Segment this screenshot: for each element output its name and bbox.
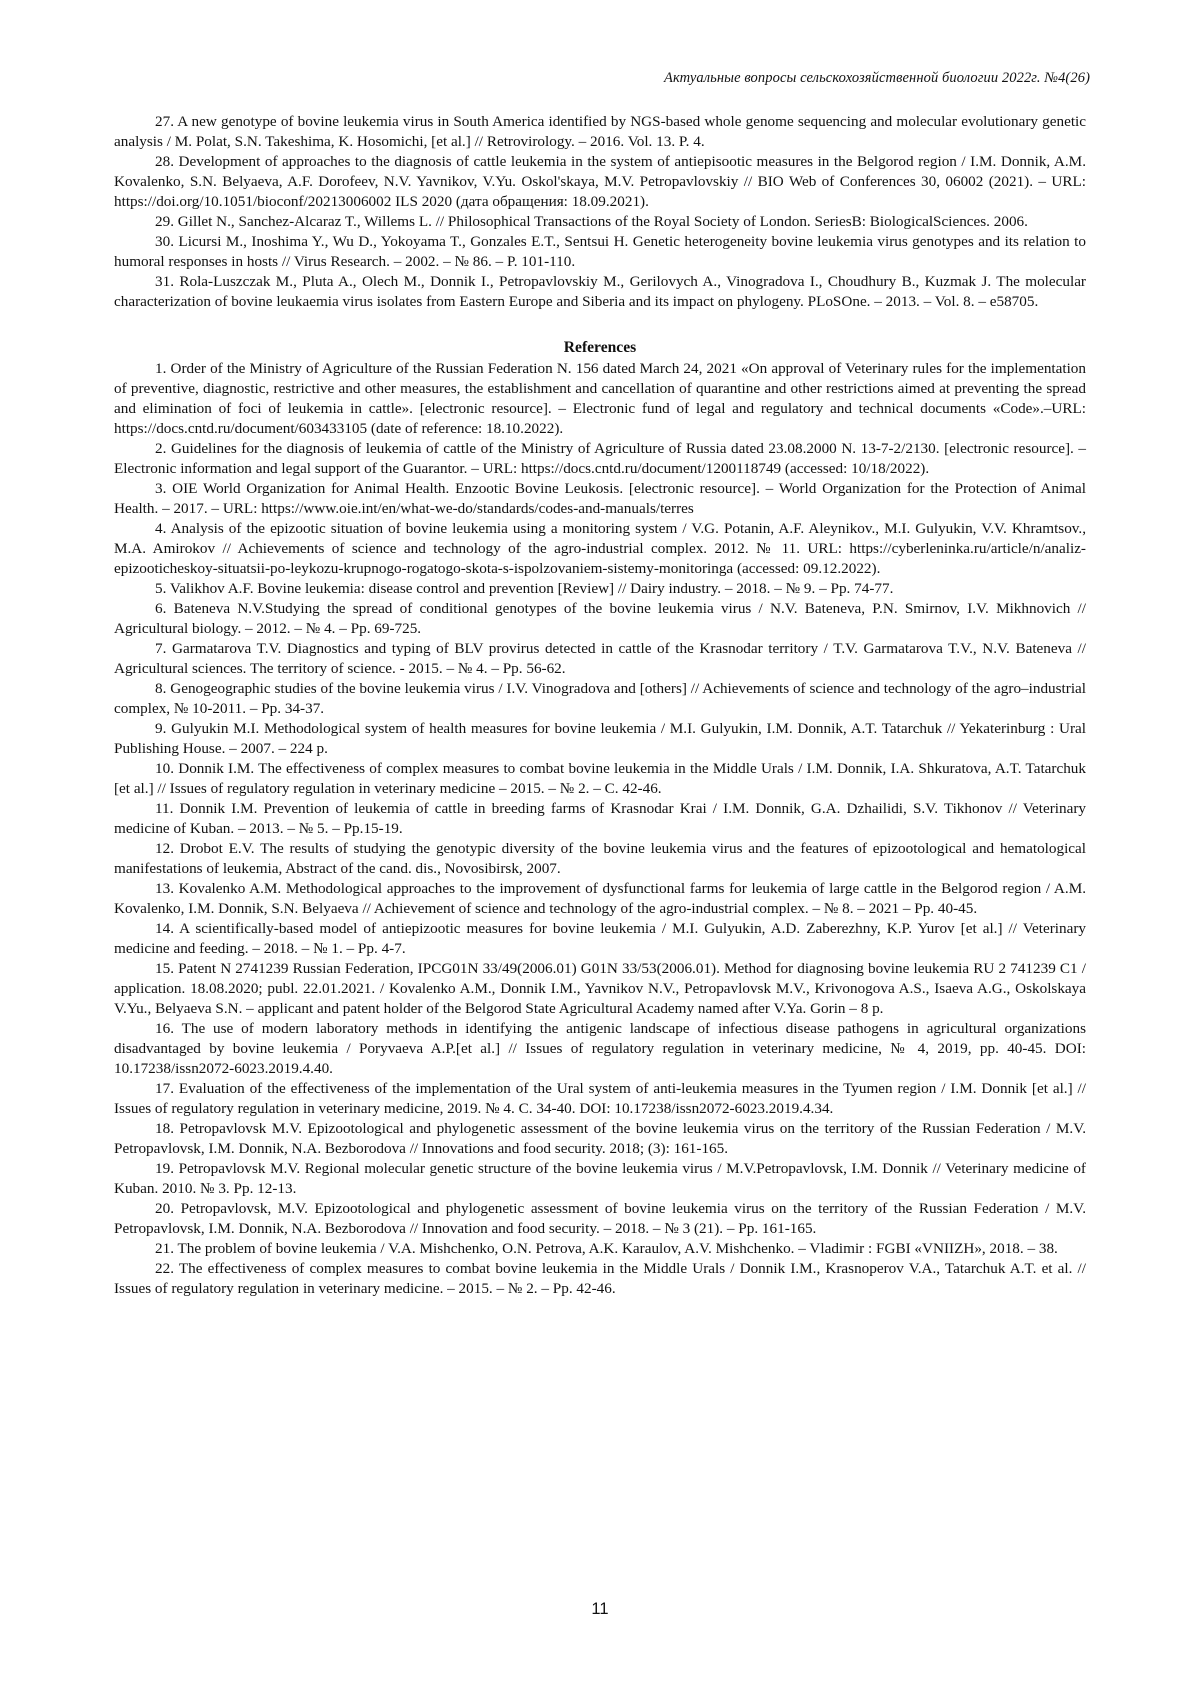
reference-entry: 8. Genogeographic studies of the bovine leukemia virus / I.V. Vinogradova and [others] // Achievements of science and technology of the agro–industrial complex, № 10-2011. – Pp. 34-37. [114, 680, 1086, 717]
reference-entry: 10. Donnik I.M. The effectiveness of complex measures to combat bovine leukemia in the Middle Urals / I.M. Donnik, I.A. Shkuratova, A.T. Tatarchuk [et al.] // Issues of regulatory regulation in veterinary medicine – 2015. – № 2. – C. 42-46. [114, 760, 1086, 797]
reference-entry: 17. Evaluation of the effectiveness of the implementation of the Ural system of anti-leukemia measures in the Tyumen region / I.M. Donnik [et al.] // Issues of regulatory regulation in veterinary medicine, 2019. № 4. C. 34-40. DOI: 10.17238/issn2072-6023.2019.4.34. [114, 1080, 1086, 1117]
reference-entry: 16. The use of modern laboratory methods in identifying the antigenic landscape of infectious disease pathogens in agricultural organizations disadvantaged by bovine leukemia / Poryvaeva A.P.[et al.] // Issues of regulatory regulation in veterinary medicine, № 4, 2019, pp. 40-45. DOI: 10.17238/issn2072-6023.2019.4.40. [114, 1020, 1086, 1077]
reference-entry: 29. Gillet N., Sanchez-Alcaraz T., Willems L. // Philosophical Transactions of the Royal Society of London. SeriesB: BiologicalSciences. 2006. [155, 213, 1028, 230]
journal-running-title: Актуальные вопросы сельскохозяйственной биологии 2022г. №4(26) [664, 70, 1090, 86]
reference-entry: 4. Analysis of the epizootic situation of bovine leukemia using a monitoring system / V.G. Potanin, A.F. Aleynikov., M.I. Gulyukin, V.V. Khramtsov., M.A. Amirokov // Achievements of science and technology of the agro-industrial complex. 2012. № 11. URL: https://cyberleninka.ru/article/n/analiz-epizooticheskoy-situatsii-po-leykozu-krupnogo-rogatogo-skota-s-ispolzovaniem-sistemy-monitoringa (accessed: 09.12.2022). [114, 520, 1086, 577]
reference-entry: 6. Bateneva N.V.Studying the spread of conditional genotypes of the bovine leukemia virus / N.V. Bateneva, P.N. Smirnov, I.V. Mikhnovich // Agricultural biology. – 2012. – № 4. – Pp. 69-725. [114, 600, 1086, 637]
page-body [114, 112, 1086, 1299]
reference-entry: 18. Petropavlovsk M.V. Epizootological and phylogenetic assessment of the bovine leukemia virus on the territory of the Russian Federation / M.V. Petropavlovsk, I.M. Donnik, N.A. Bezborodova // Innovations and food security. 2018; (3): 161-165. [114, 1120, 1086, 1157]
reference-entry: 15. Patent N 2741239 Russian Federation, IPCG01N 33/49(2006.01) G01N 33/53(2006.01). Method for diagnosing bovine leukemia RU 2 741239 C1 / application. 18.08.2020; publ. 22.01.2021. / Kovalenko A.M., Donnik I.M., Yavnikov N.V., Petropavlovsk M.V., Krivonogova A.S., Isaeva A.G., Oskolskaya V.Yu., Belyaeva S.N. – applicant and patent holder of the Belgorod State Agricultural Academy named after V.Ya. Gorin – 8 p. [114, 960, 1086, 1017]
reference-entry: 19. Petropavlovsk M.V. Regional molecular genetic structure of the bovine leukemia virus / M.V.Petropavlovsk, I.M. Donnik // Veterinary medicine of Kuban. 2010. № 3. Pp. 12-13. [114, 1160, 1086, 1197]
references-heading: References [563, 339, 637, 356]
reference-entry: 12. Drobot E.V. The results of studying the genotypic diversity of the bovine leukemia virus and the features of epizootological and hematological manifestations of leukemia, Abstract of the cand. dis., Novosibirsk, 2007. [114, 840, 1086, 877]
reference-entry: 13. Kovalenko A.M. Methodological approaches to the improvement of dysfunctional farms for leukemia of large cattle in the Belgorod region / A.M. Kovalenko, I.M. Donnik, S.N. Belyaeva // Achievement of science and technology of the agro-industrial complex. – № 8. – 2021 – Pp. 40-45. [114, 880, 1086, 917]
reference-entry: 28. Development of approaches to the diagnosis of cattle leukemia in the system of antiepisootic measures in the Belgorod region / I.M. Donnik, A.M. Kovalenko, S.N. Belyaeva, A.F. Dorofeev, N.V. Yavnikov, V.Yu. Oskol'skaya, M.V. Petropavlovskiy // BIO Web of Conferences 30, 06002 (2021). – URL: https://doi.org/10.1051/bioconf/20213006002 ILS 2020 (дата обращения: 18.09.2021). [114, 153, 1086, 210]
reference-entry: 20. Petropavlovsk, M.V. Epizootological and phylogenetic assessment of bovine leukemia virus on the territory of the Russian Federation / M.V. Petropavlovsk, I.M. Donnik, N.A. Bezborodova // Innovation and food security. – 2018. – № 3 (21). – Pp. 161-165. [114, 1200, 1086, 1237]
reference-entry: 7. Garmatarova T.V. Diagnostics and typing of BLV provirus detected in cattle of the Krasnodar territory / T.V. Garmatarova T.V., N.V. Bateneva // Agricultural sciences. The territory of science. - 2015. – № 4. – Pp. 56-62. [114, 640, 1086, 677]
page-number: 11 [591, 1600, 609, 1618]
reference-entry: 5. Valikhov A.F. Bovine leukemia: disease control and prevention [Review] // Dairy industry. – 2018. – № 9. – Pp. 74-77. [155, 580, 894, 597]
reference-entry: 22. The effectiveness of complex measures to combat bovine leukemia in the Middle Urals / Donnik I.M., Krasnoperov V.A., Tatarchuk A.T. et al. // Issues of regulatory regulation in veterinary medicine. – 2015. – № 2. – Pp. 42-46. [114, 1260, 1086, 1297]
reference-entry: 11. Donnik I.M. Prevention of leukemia of cattle in breeding farms of Krasnodar Krai / I.M. Donnik, G.A. Dzhailidi, S.V. Tikhonov // Veterinary medicine of Kuban. – 2013. – № 5. – Pp.15-19. [114, 800, 1086, 837]
reference-entry: 3. OIE World Organization for Animal Health. Enzootic Bovine Leukosis. [electronic resource]. – World Organization for the Protection of Animal Health. – 2017. – URL: https://www.oie.int/en/what-we-do/standards/codes-and-manuals/terres [114, 480, 1086, 517]
reference-entry: 9. Gulyukin M.I. Methodological system of health measures for bovine leukemia / M.I. Gulyukin, I.M. Donnik, A.T. Tatarchuk // Yekaterinburg : Ural Publishing House. – 2007. – 224 p. [114, 720, 1086, 757]
reference-entry: 2. Guidelines for the diagnosis of leukemia of cattle of the Ministry of Agriculture of Russia dated 23.08.2000 N. 13-7-2/2130. [electronic resource]. – Electronic information and legal support of the Guarantor. – URL: https://docs.cntd.ru/document/1200118749 (accessed: 10/18/2022). [114, 440, 1086, 477]
reference-entry: 21. The problem of bovine leukemia / V.A. Mishchenko, O.N. Petrova, A.K. Karaulov, A.V. Mishchenko. – Vladimir : FGBI «VNIIZH», 2018. – 38. [155, 1240, 1058, 1257]
reference-list-continuation [114, 112, 1086, 312]
reference-entry: 1. Order of the Ministry of Agriculture of the Russian Federation N. 156 dated March 24, 2021 «On approval of Veterinary rules for the implementation of preventive, diagnostic, restrictive and other measures, the establishment and cancellation of quarantine and other restrictions aimed at preventing the spread and elimination of foci of leukemia in cattle». [electronic resource]. – Electronic fund of legal and regulatory and technical documents «Code».–URL: https://docs.cntd.ru/document/603433105 (date of reference: 18.10.2022). [114, 360, 1086, 437]
reference-entry: 31. Rola-Luszczak M., Pluta A., Olech M., Donnik I., Petropavlovskiy M., Gerilovych A., Vinogradova I., Choudhury B., Kuzmak J. The molecular characterization of bovine leukaemia virus isolates from Eastern Europe and Siberia and its impact on phylogeny. PLoSOne. – 2013. – Vol. 8. – e58705. [114, 273, 1086, 310]
references-list [114, 359, 1086, 1299]
reference-entry: 30. Licursi M., Inoshima Y., Wu D., Yokoyama T., Gonzales E.T., Sentsui H. Genetic heterogeneity bovine leukemia virus genotypes and its relation to humoral responses in hosts // Virus Research. – 2002. – № 86. – P. 101-110. [114, 233, 1086, 270]
reference-entry: 27. A new genotype of bovine leukemia virus in South America identified by NGS-based whole genome sequencing and molecular evolutionary genetic analysis / M. Polat, S.N. Takeshima, K. Hosomichi, [et al.] // Retrovirology. – 2016. Vol. 13. P. 4. [114, 113, 1086, 150]
reference-entry: 14. A scientifically-based model of antiepizootic measures for bovine leukemia / M.I. Gulyukin, A.D. Zaberezhny, K.P. Yurov [et al.] // Veterinary medicine and feeding. – 2018. – № 1. – Pp. 4-7. [114, 920, 1086, 957]
